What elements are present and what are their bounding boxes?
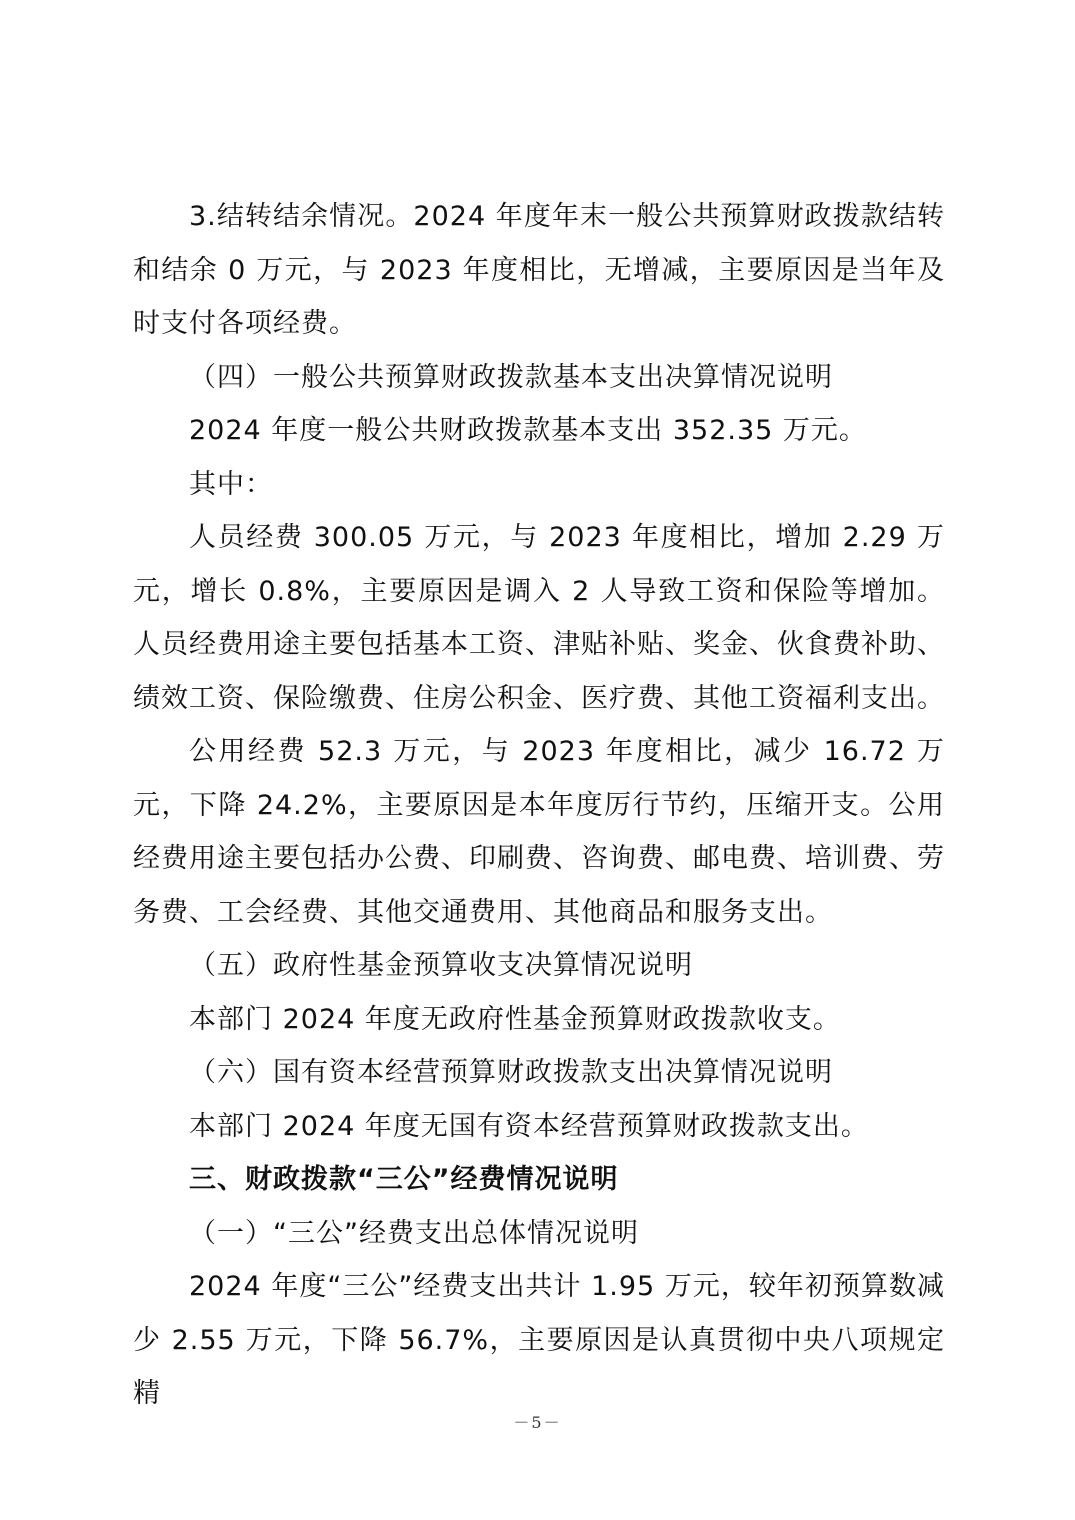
paragraph-basic-expenditure-total: 2024 年度一般公共财政拨款基本支出 352.35 万元。: [189, 415, 867, 446]
document-body: [133, 190, 945, 1421]
section-heading-three-public: 三、财政拨款“三公”经费情况说明: [189, 1164, 619, 1195]
page-number: －5－: [513, 1413, 562, 1432]
section-heading-government-fund: （五）政府性基金预算收支决算情况说明: [189, 950, 693, 981]
section-heading-state-capital: （六）国有资本经营预算财政拨款支出决算情况说明: [189, 1057, 833, 1088]
section-heading-basic-expenditure: （四）一般公共预算财政拨款基本支出决算情况说明: [189, 361, 833, 393]
paragraph-among-which: 其中：: [189, 468, 273, 500]
paragraph-three-public-overall: 2024 年度“三公”经费支出共计 1.95 万元，较年初预算数减少 2.55 万元，下降 56.7%，主要原因是认真贯彻中央八项规定精: [133, 1271, 945, 1409]
paragraph-public-expenses: 公用经费 52.3 万元，与 2023 年度相比，减少 16.72 万元，下降 24.2%，主要原因是本年度厉行节约，压缩开支。公用经费用途主要包括办公费、印刷费、咨询费、邮电费、培训费、劳务费、工会经费、其他交通费用、其他商品和服务支出。: [133, 736, 945, 928]
paragraph-personnel-expenses: 人员经费 300.05 万元，与 2023 年度相比，增加 2.29 万元，增长 0.8%，主要原因是调入 2 人导致工资和保险等增加。人员经费用途主要包括基本工资、津贴补贴、奖金、伙食费补助、绩效工资、保险缴费、住房公积金、医疗费、其他工资福利支出。: [133, 522, 945, 714]
paragraph-government-fund: 本部门 2024 年度无政府性基金预算财政拨款收支。: [189, 1003, 841, 1035]
paragraph-state-capital: 本部门 2024 年度无国有资本经营预算财政拨款支出。: [189, 1110, 869, 1142]
subsection-heading-three-public-overall: （一）“三公”经费支出总体情况说明: [189, 1217, 639, 1249]
paragraph-carryover-balance: 3.结转结余情况。2024 年度年末一般公共预算财政拨款结转和结余 0 万元，与 2023 年度相比，无增减，主要原因是当年及时支付各项经费。: [133, 201, 945, 339]
